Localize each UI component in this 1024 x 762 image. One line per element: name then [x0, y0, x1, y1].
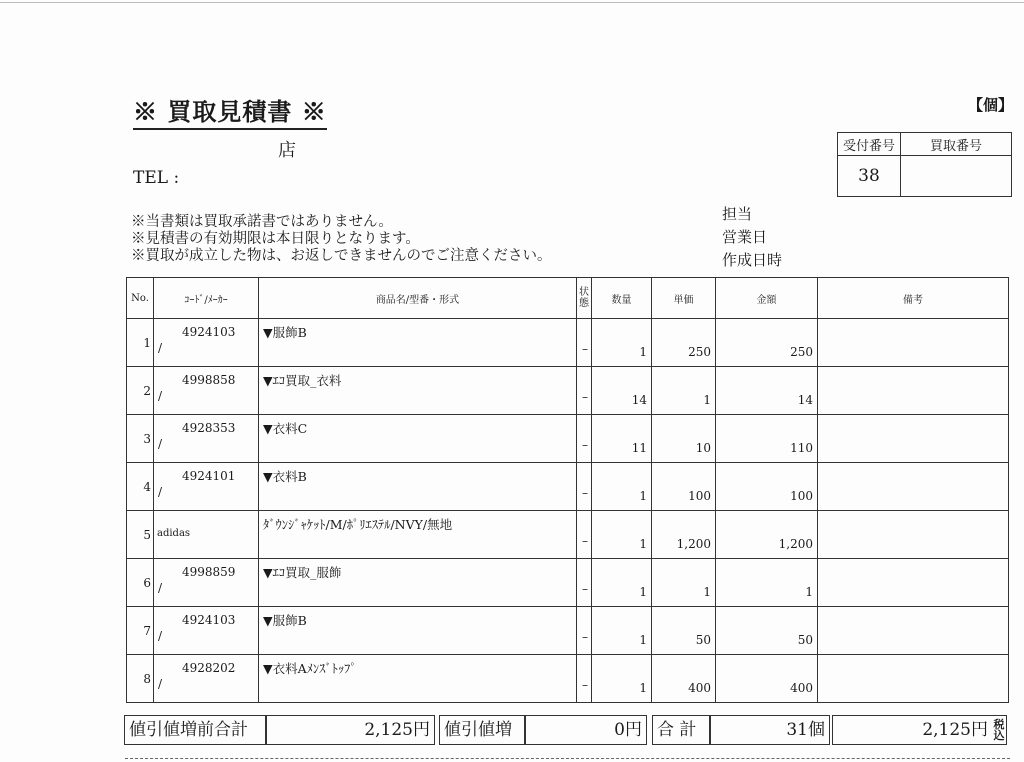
product-name: ▼服飾B	[263, 325, 307, 340]
col-name: 商品名/型番・形式	[259, 278, 577, 319]
amount: 250	[790, 345, 813, 359]
col-memo: 備考	[818, 278, 1009, 319]
amount-cell	[716, 463, 818, 511]
purchase-number	[901, 156, 1012, 197]
cond-cell	[577, 559, 592, 607]
row-number: 6	[127, 559, 154, 607]
memo-cell	[818, 367, 1009, 415]
qty-cell	[592, 607, 652, 655]
condition: –	[582, 342, 588, 356]
amount-cell	[716, 655, 818, 703]
product-name: ﾀﾞｳﾝｼﾞｬｹｯﾄ/M/ﾎﾟﾘｴｽﾃﾙ/NVY/無地	[263, 517, 453, 532]
code-cell	[154, 559, 259, 607]
unit-cell	[652, 559, 716, 607]
staff-info	[722, 203, 782, 272]
table-row	[127, 607, 1009, 655]
row-number: 2	[127, 367, 154, 415]
amount: 50	[797, 633, 813, 647]
cond-cell	[577, 511, 592, 559]
col-amount: 金額	[716, 278, 818, 319]
amount: 110	[790, 441, 813, 455]
total-label: 合 計	[657, 720, 697, 740]
col-cond: 状態	[577, 278, 592, 319]
unit-cell	[652, 463, 716, 511]
total-value: 2,125円	[922, 720, 988, 740]
name-cell	[259, 367, 577, 415]
purchase-label: 買取番号	[901, 133, 1012, 156]
unit-cell	[652, 607, 716, 655]
amount: 14	[797, 393, 813, 407]
col-code: ｺｰﾄﾞ/ﾒｰｶｰ	[154, 278, 259, 319]
qty-cell	[592, 319, 652, 367]
qty-cell	[592, 367, 652, 415]
amount: 1,200	[778, 537, 813, 551]
maker: /	[158, 341, 163, 355]
pre-total-label: 値引値増前合計	[129, 720, 248, 740]
cond-cell	[577, 319, 592, 367]
unit-cell	[652, 511, 716, 559]
amount: 400	[790, 681, 813, 695]
product-name: ▼衣料C	[263, 421, 308, 436]
product-code: 4998859	[182, 565, 236, 579]
maker: /	[158, 485, 163, 499]
quantity: 1	[639, 537, 647, 551]
condition: –	[582, 678, 588, 692]
amount-cell	[716, 319, 818, 367]
quantity: 11	[631, 441, 647, 455]
amount-cell	[716, 415, 818, 463]
notes	[131, 214, 552, 265]
product-code: 4924101	[182, 469, 236, 483]
maker: /	[158, 677, 163, 691]
code-cell	[154, 511, 259, 559]
pre-total-label-box	[124, 715, 266, 745]
qty-cell	[592, 655, 652, 703]
name-cell	[259, 319, 577, 367]
product-name: ▼服飾B	[263, 613, 307, 628]
quantity: 1	[639, 489, 647, 503]
adjust-label: 値引値増	[444, 720, 512, 740]
row-number: 5	[127, 511, 154, 559]
code-cell	[154, 607, 259, 655]
col-unit: 単価	[652, 278, 716, 319]
memo-cell	[818, 319, 1009, 367]
business-day-label: 営業日	[722, 228, 768, 246]
adjust-label-box	[439, 715, 525, 745]
amount: 100	[790, 489, 813, 503]
product-name: ▼ｴｺ買取_衣料	[263, 373, 342, 388]
unit-price: 100	[688, 489, 711, 503]
total-qty: 31個	[786, 720, 825, 740]
quantity: 1	[639, 345, 647, 359]
items-table	[126, 277, 1009, 703]
unit-price: 400	[688, 681, 711, 695]
tel-label: TEL :	[133, 168, 180, 188]
product-code: 4924103	[182, 613, 236, 627]
amount-cell	[716, 559, 818, 607]
amount-cell	[716, 607, 818, 655]
page-edge-line	[0, 2, 1024, 3]
total-label-box	[652, 715, 710, 745]
number-box	[837, 132, 1012, 197]
table-row	[127, 319, 1009, 367]
maker: /	[158, 581, 163, 595]
unit-tag: 【個】	[968, 96, 1014, 114]
unit-price: 250	[688, 345, 711, 359]
unit-cell	[652, 655, 716, 703]
adjust-value: 0円	[614, 720, 642, 740]
unit-price: 50	[695, 633, 711, 647]
code-cell	[154, 367, 259, 415]
unit-cell	[652, 367, 716, 415]
cond-cell	[577, 463, 592, 511]
quantity: 1	[639, 585, 647, 599]
tax-included-label: 税込	[993, 718, 1005, 742]
note-line: ※買取が成立した物は、お返しできませんのでご注意ください。	[131, 248, 552, 264]
memo-cell	[818, 511, 1009, 559]
amount-cell	[716, 511, 818, 559]
adjust-value-box	[525, 715, 647, 745]
reception-number: 38	[838, 156, 901, 197]
quantity: 14	[631, 393, 647, 407]
unit-price: 1	[703, 393, 711, 407]
qty-cell	[592, 511, 652, 559]
name-cell	[259, 415, 577, 463]
maker: /	[158, 389, 163, 403]
product-code: 4924103	[182, 325, 236, 339]
table-row	[127, 559, 1009, 607]
col-no: No.	[127, 278, 154, 319]
table-row	[127, 511, 1009, 559]
memo-cell	[818, 415, 1009, 463]
name-cell	[259, 559, 577, 607]
cond-cell	[577, 655, 592, 703]
code-cell	[154, 415, 259, 463]
maker: adidas	[157, 528, 191, 539]
code-cell	[154, 319, 259, 367]
memo-cell	[818, 559, 1009, 607]
maker: /	[158, 629, 163, 643]
name-cell	[259, 463, 577, 511]
condition: –	[582, 582, 588, 596]
row-number: 4	[127, 463, 154, 511]
reception-label: 受付番号	[838, 133, 901, 156]
condition: –	[582, 534, 588, 548]
table-row	[127, 463, 1009, 511]
memo-cell	[818, 607, 1009, 655]
pre-total-value: 2,125円	[364, 720, 430, 740]
condition: –	[582, 390, 588, 404]
row-number: 3	[127, 415, 154, 463]
quantity: 1	[639, 681, 647, 695]
amount-cell	[716, 367, 818, 415]
memo-cell	[818, 655, 1009, 703]
product-name: ▼ｴｺ買取_服飾	[263, 565, 342, 580]
table-row	[127, 415, 1009, 463]
pre-total-value-box	[266, 715, 435, 745]
unit-price: 10	[695, 441, 711, 455]
cond-cell	[577, 607, 592, 655]
memo-cell	[818, 463, 1009, 511]
unit-price: 1	[703, 585, 711, 599]
unit-cell	[652, 415, 716, 463]
maker: /	[158, 437, 163, 451]
note-line: ※見積書の有効期限は本日限りとなります。	[131, 231, 420, 247]
row-number: 7	[127, 607, 154, 655]
cond-cell	[577, 415, 592, 463]
qty-cell	[592, 415, 652, 463]
condition: –	[582, 486, 588, 500]
staff-label: 担当	[722, 205, 753, 223]
note-line: ※当書類は買取承諾書ではありません。	[131, 214, 393, 230]
quantity: 1	[639, 633, 647, 647]
total-value-box	[832, 715, 1007, 745]
name-cell	[259, 655, 577, 703]
document-title: ※ 買取見積書 ※	[133, 92, 327, 130]
unit-price: 1,200	[676, 537, 711, 551]
amount: 1	[805, 585, 813, 599]
row-number: 8	[127, 655, 154, 703]
name-cell	[259, 511, 577, 559]
condition: –	[582, 630, 588, 644]
product-name: ▼衣料B	[263, 469, 307, 484]
product-code: 4928353	[182, 421, 236, 435]
condition: –	[582, 438, 588, 452]
unit-cell	[652, 319, 716, 367]
product-code: 4928202	[182, 661, 236, 675]
product-name: ▼衣料Aﾒﾝｽﾞﾄｯﾌﾟ	[263, 661, 357, 676]
code-cell	[154, 655, 259, 703]
total-qty-box	[710, 715, 830, 745]
row-number: 1	[127, 319, 154, 367]
cond-cell	[577, 367, 592, 415]
created-at-label: 作成日時	[722, 251, 783, 269]
table-row	[127, 367, 1009, 415]
name-cell	[259, 607, 577, 655]
qty-cell	[592, 559, 652, 607]
table-row	[127, 655, 1009, 703]
qty-cell	[592, 463, 652, 511]
bottom-dashed-line	[125, 758, 1010, 759]
product-code: 4998858	[182, 373, 236, 387]
code-cell	[154, 463, 259, 511]
store-name: 店	[278, 140, 296, 161]
col-qty: 数量	[592, 278, 652, 319]
